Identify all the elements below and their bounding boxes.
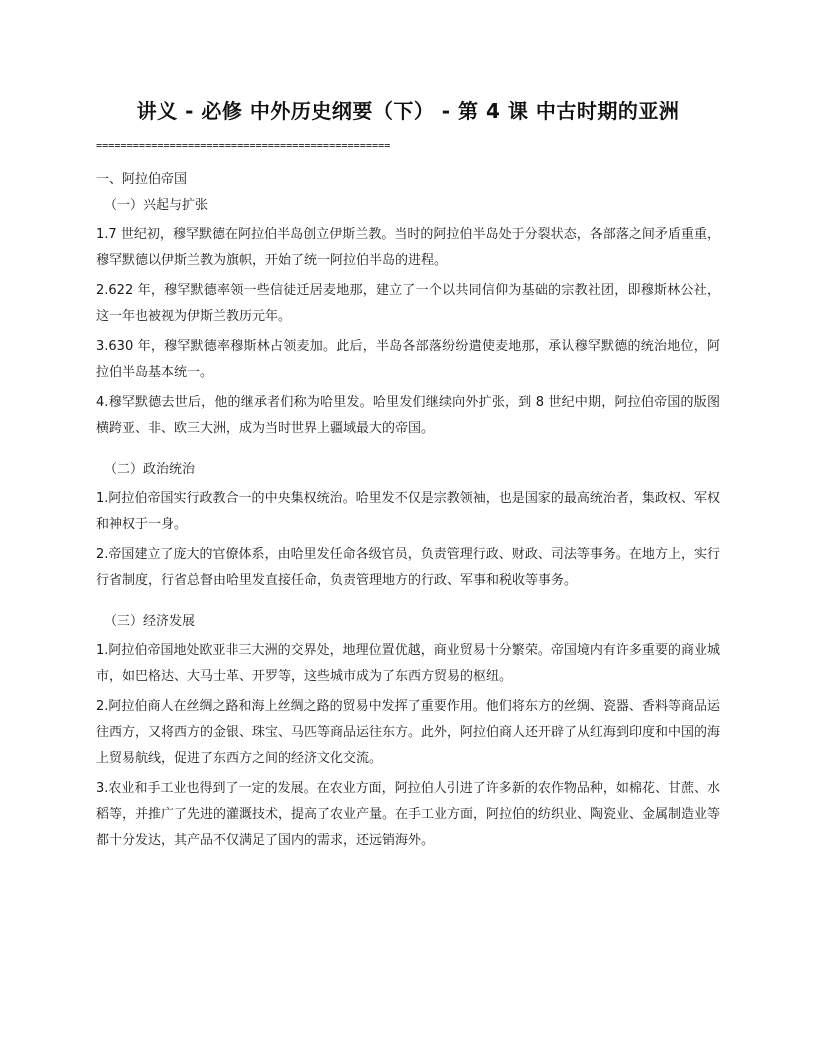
section-heading: 一、阿拉伯帝国 xyxy=(96,172,188,187)
subsection-heading: （三）经济发展 xyxy=(104,614,196,629)
paragraph: 2.阿拉伯商人在丝绸之路和海上丝绸之路的贸易中发挥了重要作用。他们将东方的丝绸、瓷器、香料等商品运往西方，又将西方的金银、珠宝、马匹等商品运往东方。此外，阿拉伯商人还开辟了从红海到印度和中国的海上贸易航线，促进了东西方之间的经济文化交流。 xyxy=(96,699,721,766)
subsection-political-rule xyxy=(96,460,720,594)
subsection-heading: （二）政治统治 xyxy=(104,462,196,477)
paragraph: 1.阿拉伯帝国地处欧亚非三大洲的交界处，地理位置优越，商业贸易十分繁荣。帝国境内有许多重要的商业城市，如巴格达、大马士革、开罗等，这些城市成为了东西方贸易的枢纽。 xyxy=(96,643,720,684)
paragraph: 3.630 年，穆罕默德率穆斯林占领麦加。此后，半岛各部落纷纷遣使麦地那，承认穆罕默德的统治地位，阿拉伯半岛基本统一。 xyxy=(96,339,720,380)
divider-line: ================================================ xyxy=(96,141,391,152)
paragraph: 1.阿拉伯帝国实行政教合一的中央集权统治。哈里发不仅是宗教领袖，也是国家的最高统治者，集政权、军权和神权于一身。 xyxy=(96,491,720,532)
paragraph: 4.穆罕默德去世后，他的继承者们称为哈里发。哈里发们继续向外扩张，到 8 世纪中期，阿拉伯帝国的版图横跨亚、非、欧三大洲，成为当时世界上疆域最大的帝国。 xyxy=(96,395,720,436)
paragraph: 3.农业和手工业也得到了一定的发展。在农业方面，阿拉伯人引进了许多新的农作物品种，如棉花、甘蔗、水稻等，并推广了先进的灌溉技术，提高了农业产量。在手工业方面，阿拉伯的纺织业、陶瓷业、金属制造业等都十分发达，其产品不仅满足了国内的需求，还远销海外。 xyxy=(96,781,721,848)
paragraph: 2.帝国建立了庞大的官僚体系，由哈里发任命各级官员，负责管理行政、财政、司法等事务。在地方上，实行行省制度，行省总督由哈里发直接任命，负责管理地方的行政、军事和税收等事务。 xyxy=(96,547,720,588)
subsection-economic-development xyxy=(96,612,720,854)
paragraph: 1.7 世纪初，穆罕默德在阿拉伯半岛创立伊斯兰教。当时的阿拉伯半岛处于分裂状态，各部落之间矛盾重重，穆罕默德以伊斯兰教为旗帜，开始了统一阿拉伯半岛的进程。 xyxy=(96,227,720,268)
document-title: 讲义 - 必修 中外历史纲要（下） - 第 4 课 中古时期的亚洲 xyxy=(136,99,680,123)
paragraph: 2.622 年，穆罕默德率领一些信徒迁居麦地那，建立了一个以共同信仰为基础的宗教社团，即穆斯林公社，这一年也被视为伊斯兰教历元年。 xyxy=(96,283,720,324)
subsection-heading: （一）兴起与扩张 xyxy=(104,198,209,213)
subsection-rise-and-expansion xyxy=(96,196,720,442)
